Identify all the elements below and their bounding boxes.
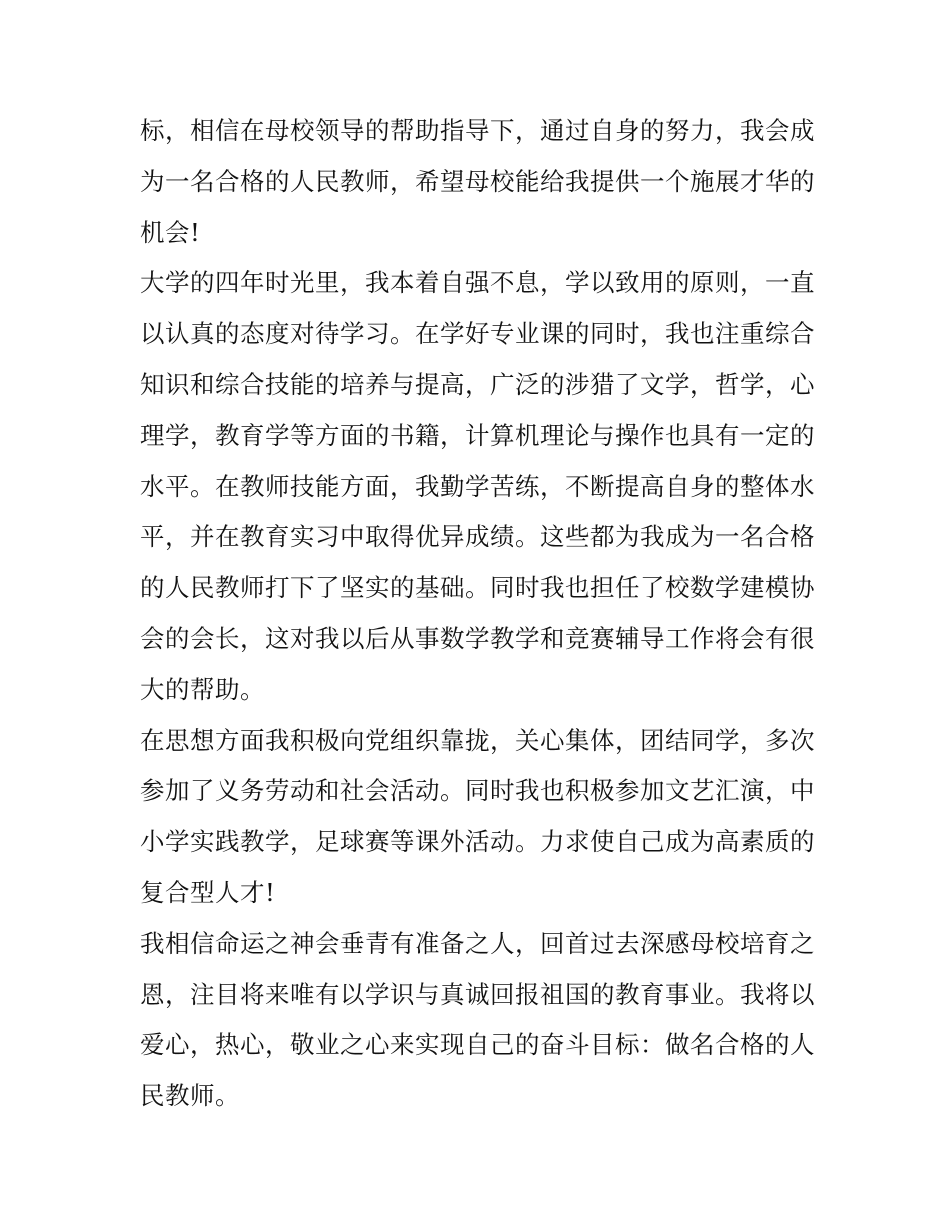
text-line: 知识和综合技能的培养与提高，广泛的涉猎了文学，哲学，心 bbox=[140, 369, 815, 399]
text-line: 复合型人才! bbox=[140, 877, 276, 907]
text-line: 平，并在教育实习中取得优异成绩。这些都为我成为一名合格 bbox=[140, 522, 815, 552]
text-line: 为一名合格的人民教师，希望母校能给我提供一个施展才华的 bbox=[140, 166, 815, 196]
text-line: 大学的四年时光里，我本着自强不息，学以致用的原则，一直 bbox=[140, 268, 815, 298]
text-line: 爱心，热心，敬业之心来实现自己的奋斗目标：做名合格的人 bbox=[140, 1030, 815, 1060]
text-line: 标，相信在母校领导的帮助指导下，通过自身的努力，我会成 bbox=[140, 116, 815, 145]
text-line: 大的帮助。 bbox=[140, 674, 265, 704]
text-line: 的人民教师打下了坚实的基础。同时我也担任了校数学建模协 bbox=[140, 573, 815, 603]
text-line: 理学，教育学等方面的书籍，计算机理论与操作也具有一定的 bbox=[140, 420, 815, 450]
text-line: 机会! bbox=[140, 217, 201, 247]
text-line: 在思想方面我积极向党组织靠拢，关心集体，团结同学，多次 bbox=[140, 725, 815, 755]
text-line: 参加了义务劳动和社会活动。同时我也积极参加文艺汇演，中 bbox=[140, 776, 815, 806]
text-line: 会的会长，这对我以后从事数学教学和竞赛辅导工作将会有很 bbox=[140, 623, 815, 653]
text-line: 水平。在教师技能方面，我勤学苦练，不断提高自身的整体水 bbox=[140, 471, 815, 501]
text-line: 小学实践教学，足球赛等课外活动。力求使自己成为高素质的 bbox=[140, 827, 815, 857]
text-line: 恩，注目将来唯有以学识与真诚回报祖国的教育事业。我将以 bbox=[140, 979, 815, 1009]
document-body bbox=[140, 106, 815, 1122]
text-line: 民教师。 bbox=[140, 1081, 240, 1111]
text-line: 以认真的态度对待学习。在学好专业课的同时，我也注重综合 bbox=[140, 319, 815, 349]
text-line: 我相信命运之神会垂青有准备之人，回首过去深感母校培育之 bbox=[140, 928, 815, 958]
